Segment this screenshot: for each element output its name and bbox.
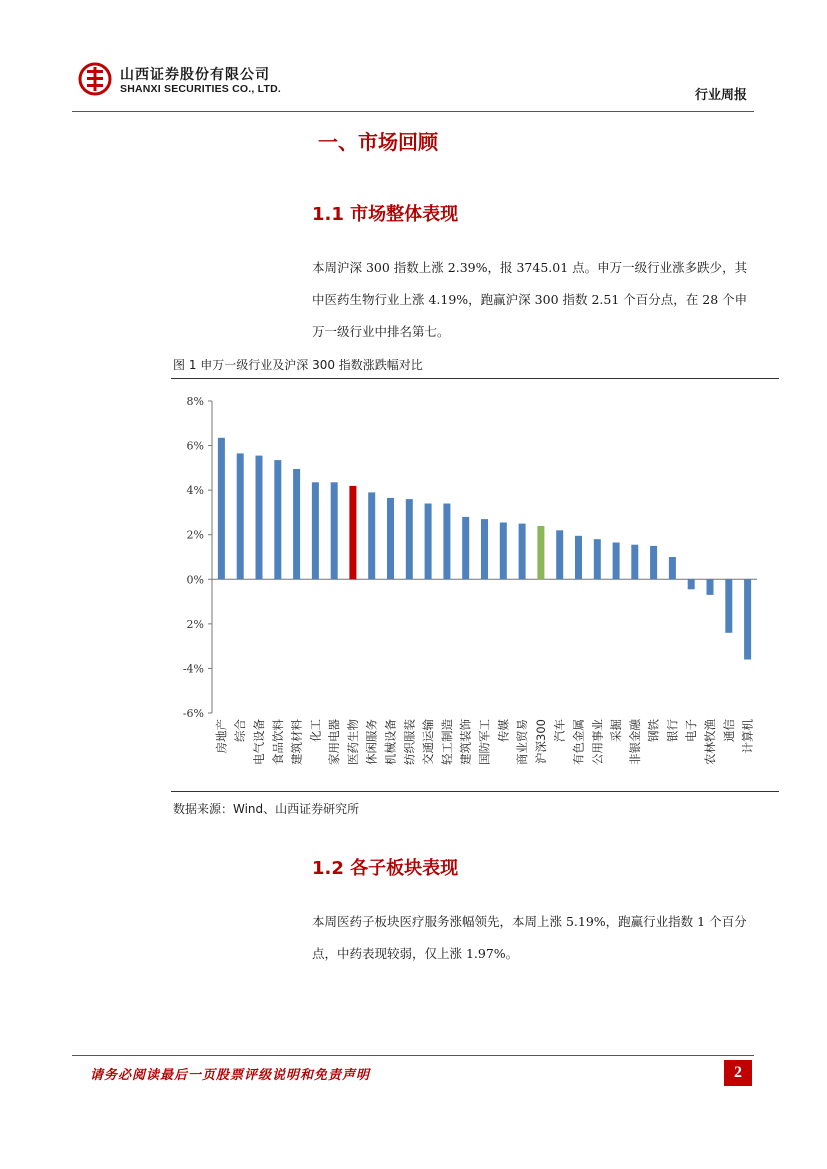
page-number: 2 (724, 1060, 752, 1086)
bar (274, 460, 281, 579)
category-label: 化工 (308, 719, 323, 742)
bar (537, 526, 544, 579)
category-label: 机械设备 (383, 719, 398, 765)
bar (443, 504, 450, 580)
bar (331, 482, 338, 579)
bar (368, 492, 375, 579)
category-label: 采掘 (609, 719, 624, 742)
bar (556, 530, 563, 579)
company-name-en: SHANXI SECURITIES CO., LTD. (120, 83, 281, 95)
category-label: 建筑装饰 (458, 719, 473, 765)
category-label: 非银金融 (627, 719, 642, 765)
report-type: 行业周报 (694, 88, 747, 103)
category-label: 休闲服务 (364, 719, 379, 765)
bar (349, 486, 356, 579)
category-label: 交通运输 (421, 719, 436, 765)
subsection-title-sectors: 1.2 各子板块表现 (312, 858, 459, 879)
category-label: 综合 (233, 719, 248, 742)
subsection-title-market: 1.1 市场整体表现 (312, 204, 459, 225)
y-tick-label: 8% (186, 395, 204, 408)
company-logo (78, 62, 112, 96)
category-label: 纺织服装 (402, 719, 417, 765)
bar (481, 519, 488, 579)
category-label: 轻工制造 (439, 719, 454, 765)
y-tick-label: 0% (186, 573, 204, 587)
category-label: 商业贸易 (515, 719, 530, 765)
bar (669, 557, 676, 579)
bar (594, 539, 601, 579)
category-label: 房地产 (214, 719, 229, 754)
bar (725, 579, 732, 633)
category-label: 银行 (665, 719, 680, 742)
category-label: 计算机 (740, 719, 755, 754)
bar (312, 482, 319, 579)
bar (237, 453, 244, 579)
bar (688, 579, 695, 589)
category-label: 公用事业 (590, 719, 605, 765)
figure-source: 数据来源：Wind、山西证券研究所 (173, 802, 360, 816)
figure-top-rule (171, 378, 779, 379)
bar (707, 579, 714, 595)
category-label: 沪深300 (533, 719, 548, 764)
bar (631, 545, 638, 580)
bar (293, 469, 300, 579)
bar (613, 543, 620, 580)
bar (744, 579, 751, 659)
category-label: 有色金属 (571, 719, 586, 765)
category-label: 传媒 (496, 719, 511, 742)
industry-bar-chart (171, 380, 779, 790)
bar (575, 536, 582, 580)
category-label: 医药生物 (345, 719, 360, 765)
y-tick-label: 2% (186, 617, 204, 631)
bar (462, 517, 469, 579)
bar (650, 546, 657, 579)
header-divider (72, 111, 754, 112)
bar (256, 456, 263, 580)
disclaimer-text: 请务必阅读最后一页股票评级说明和免责声明 (90, 1068, 371, 1083)
category-label: 农林牧渔 (703, 719, 717, 765)
bar (500, 523, 507, 580)
figure-bottom-rule (171, 791, 779, 792)
category-label: 电子 (684, 719, 699, 742)
section-title: 一、市场回顾 (318, 130, 438, 154)
category-label: 电气设备 (252, 719, 266, 765)
category-label: 汽车 (552, 719, 567, 742)
footer-divider (72, 1055, 754, 1056)
figure-caption: 图 1 申万一级行业及沪深 300 指数涨跌幅对比 (173, 358, 423, 372)
category-label: 钢铁 (646, 719, 661, 742)
bar (387, 498, 394, 579)
category-label: 国防军工 (477, 719, 492, 765)
bar (425, 504, 432, 580)
category-label: 家用电器 (327, 719, 342, 765)
category-label: 食品饮料 (270, 719, 285, 765)
category-label: 建筑材料 (289, 719, 304, 765)
y-tick-label: -6% (182, 707, 204, 720)
bar (519, 524, 526, 580)
category-label: 通信 (721, 719, 736, 742)
y-tick-label: 2% (186, 528, 204, 542)
y-tick-label: -4% (182, 662, 204, 676)
bar (406, 499, 413, 579)
bar (218, 438, 225, 580)
market-paragraph: 本周沪深 300 指数上涨 2.39%，报 3745.01 点。申万一级行业涨多跌少，其中医药生物行业上涨 4.19%，跑赢沪深 300 指数 2.51 个百分点，在 28 个申万一级行业中排名第七。 (312, 260, 748, 339)
company-name-cn: 山西证券股份有限公司 (120, 67, 270, 83)
y-tick-label: 6% (186, 439, 204, 453)
sectors-paragraph: 本周医药子板块医疗服务涨幅领先，本周上涨 5.19%，跑赢行业指数 1 个百分点，中药表现较弱，仅上涨 1.97%。 (312, 914, 747, 961)
y-tick-label: 4% (186, 484, 204, 498)
